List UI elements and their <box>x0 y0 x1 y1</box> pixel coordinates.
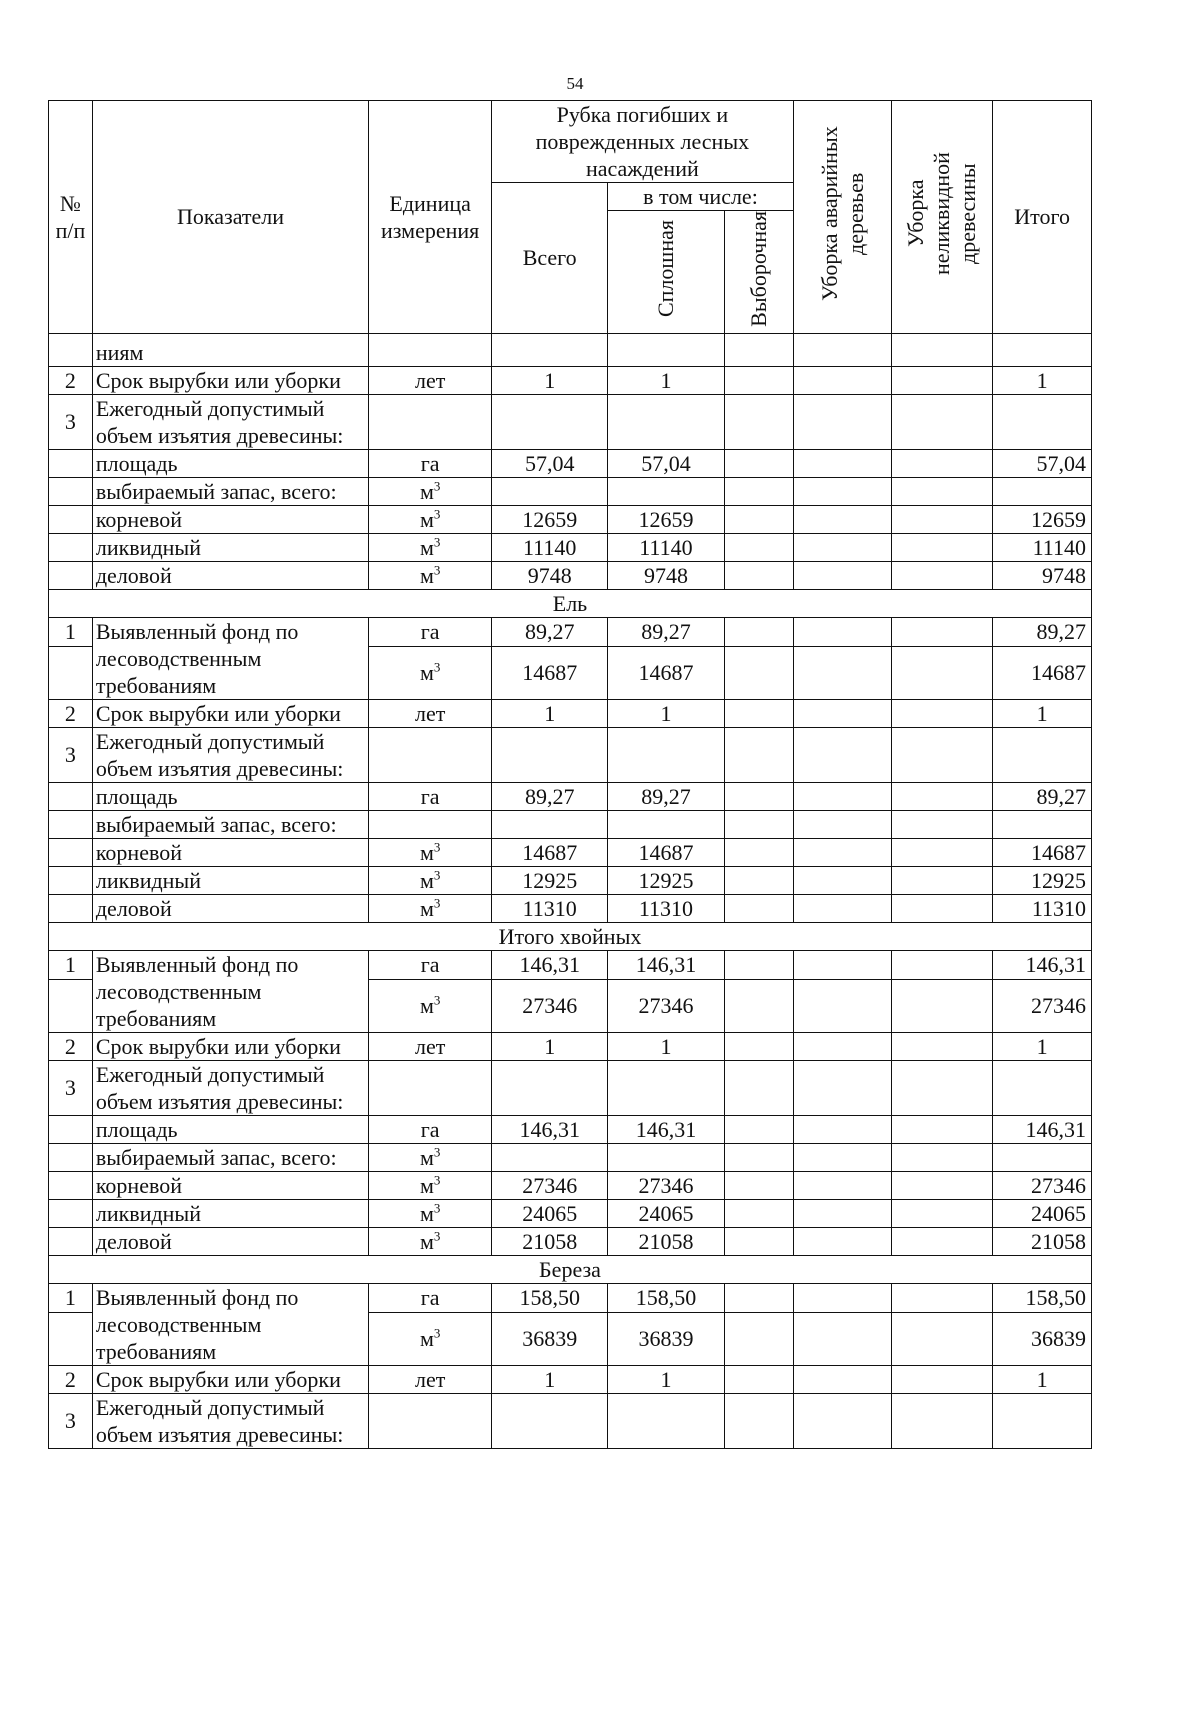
table-row: выбираемый запас, всего: $м^3$ <box>49 477 1092 505</box>
table-row: 2 Срок вырубки или уборки лет 1 1 1 <box>49 1365 1092 1393</box>
table-row: деловой $м^3$ 9748 9748 9748 <box>49 561 1092 589</box>
table-row: выбираемый запас, всего: $м^3$ <box>49 1143 1092 1171</box>
section-title-row <box>49 589 1092 617</box>
header-indicators: Показатели <box>92 101 368 334</box>
table-row: площадь га 57,04 57,04 57,04 <box>49 449 1092 477</box>
table-row: 3 Ежегодный допустимый объем изъятия древесины: <box>49 1060 1092 1115</box>
header-selective: Выборочная <box>724 211 793 334</box>
table-row: 3 Ежегодный допустимый объем изъятия древесины: <box>49 727 1092 782</box>
section-title-conif: Итого хвойных <box>49 922 1092 950</box>
table-row: 1 Выявленный фонд по лесоводственным требованиям га 146,31 146,31 146,31 <box>49 950 1092 979</box>
table-row: $м^3$ 27346 27346 27346 <box>49 979 1092 1032</box>
table-row: ликвидный $м^3$ 11140 11140 11140 <box>49 533 1092 561</box>
table-row: деловой $м^3$ 21058 21058 21058 <box>49 1227 1092 1255</box>
header-total-felling: Всего <box>492 183 608 334</box>
table-row: 2 Срок вырубки или уборки лет 1 1 1 <box>49 366 1092 394</box>
table-row: $м^3$ 36839 36839 36839 <box>49 1312 1092 1365</box>
forest-felling-table <box>48 100 1092 1449</box>
header-row-1 <box>49 101 1092 183</box>
table-row: площадь га 89,27 89,27 89,27 <box>49 782 1092 810</box>
table-row: 2 Срок вырубки или уборки лет 1 1 1 <box>49 699 1092 727</box>
header-num: № п/п <box>49 101 93 334</box>
header-illiquid-wood: Уборка неликвидной древесины <box>892 101 993 334</box>
table-row: корневой $м^3$ 12659 12659 12659 <box>49 505 1092 533</box>
section-title-birch: Береза <box>49 1255 1092 1283</box>
header-felling: Рубка погибших и поврежденных лесных насаждений <box>492 101 794 183</box>
table-row: 3 Ежегодный допустимый объем изъятия древесины: <box>49 1393 1092 1448</box>
table-row: ниям <box>49 333 1092 366</box>
section-title-row <box>49 1255 1092 1283</box>
table-row: $м^3$ 14687 14687 14687 <box>49 646 1092 699</box>
page-number: 54 <box>566 74 584 93</box>
table-row: 2 Срок вырубки или уборки лет 1 1 1 <box>49 1032 1092 1060</box>
table-row: корневой $м^3$ 27346 27346 27346 <box>49 1171 1092 1199</box>
header-clear: Сплошная <box>608 211 724 334</box>
header-unit: Единица измерения <box>369 101 492 334</box>
table-row: 1 Выявленный фонд по лесоводственным требованиям га 158,50 158,50 158,50 <box>49 1283 1092 1312</box>
table-row: 1 Выявленный фонд по лесоводственным требованиям га 89,27 89,27 89,27 <box>49 617 1092 646</box>
table-row: выбираемый запас, всего: <box>49 810 1092 838</box>
table-row: 3 Ежегодный допустимый объем изъятия древесины: <box>49 394 1092 449</box>
header-including: в том числе: <box>608 183 793 211</box>
header-emergency-trees: Уборка аварийных деревьев <box>793 101 892 334</box>
table-row: деловой $м^3$ 11310 11310 11310 <box>49 894 1092 922</box>
header-itogo: Итого <box>993 101 1092 334</box>
table-row: корневой $м^3$ 14687 14687 14687 <box>49 838 1092 866</box>
table-row: площадь га 146,31 146,31 146,31 <box>49 1115 1092 1143</box>
table-row: ликвидный $м^3$ 24065 24065 24065 <box>49 1199 1092 1227</box>
table-row: ликвидный $м^3$ 12925 12925 12925 <box>49 866 1092 894</box>
section-title-el: Ель <box>49 589 1092 617</box>
section-title-row <box>49 922 1092 950</box>
